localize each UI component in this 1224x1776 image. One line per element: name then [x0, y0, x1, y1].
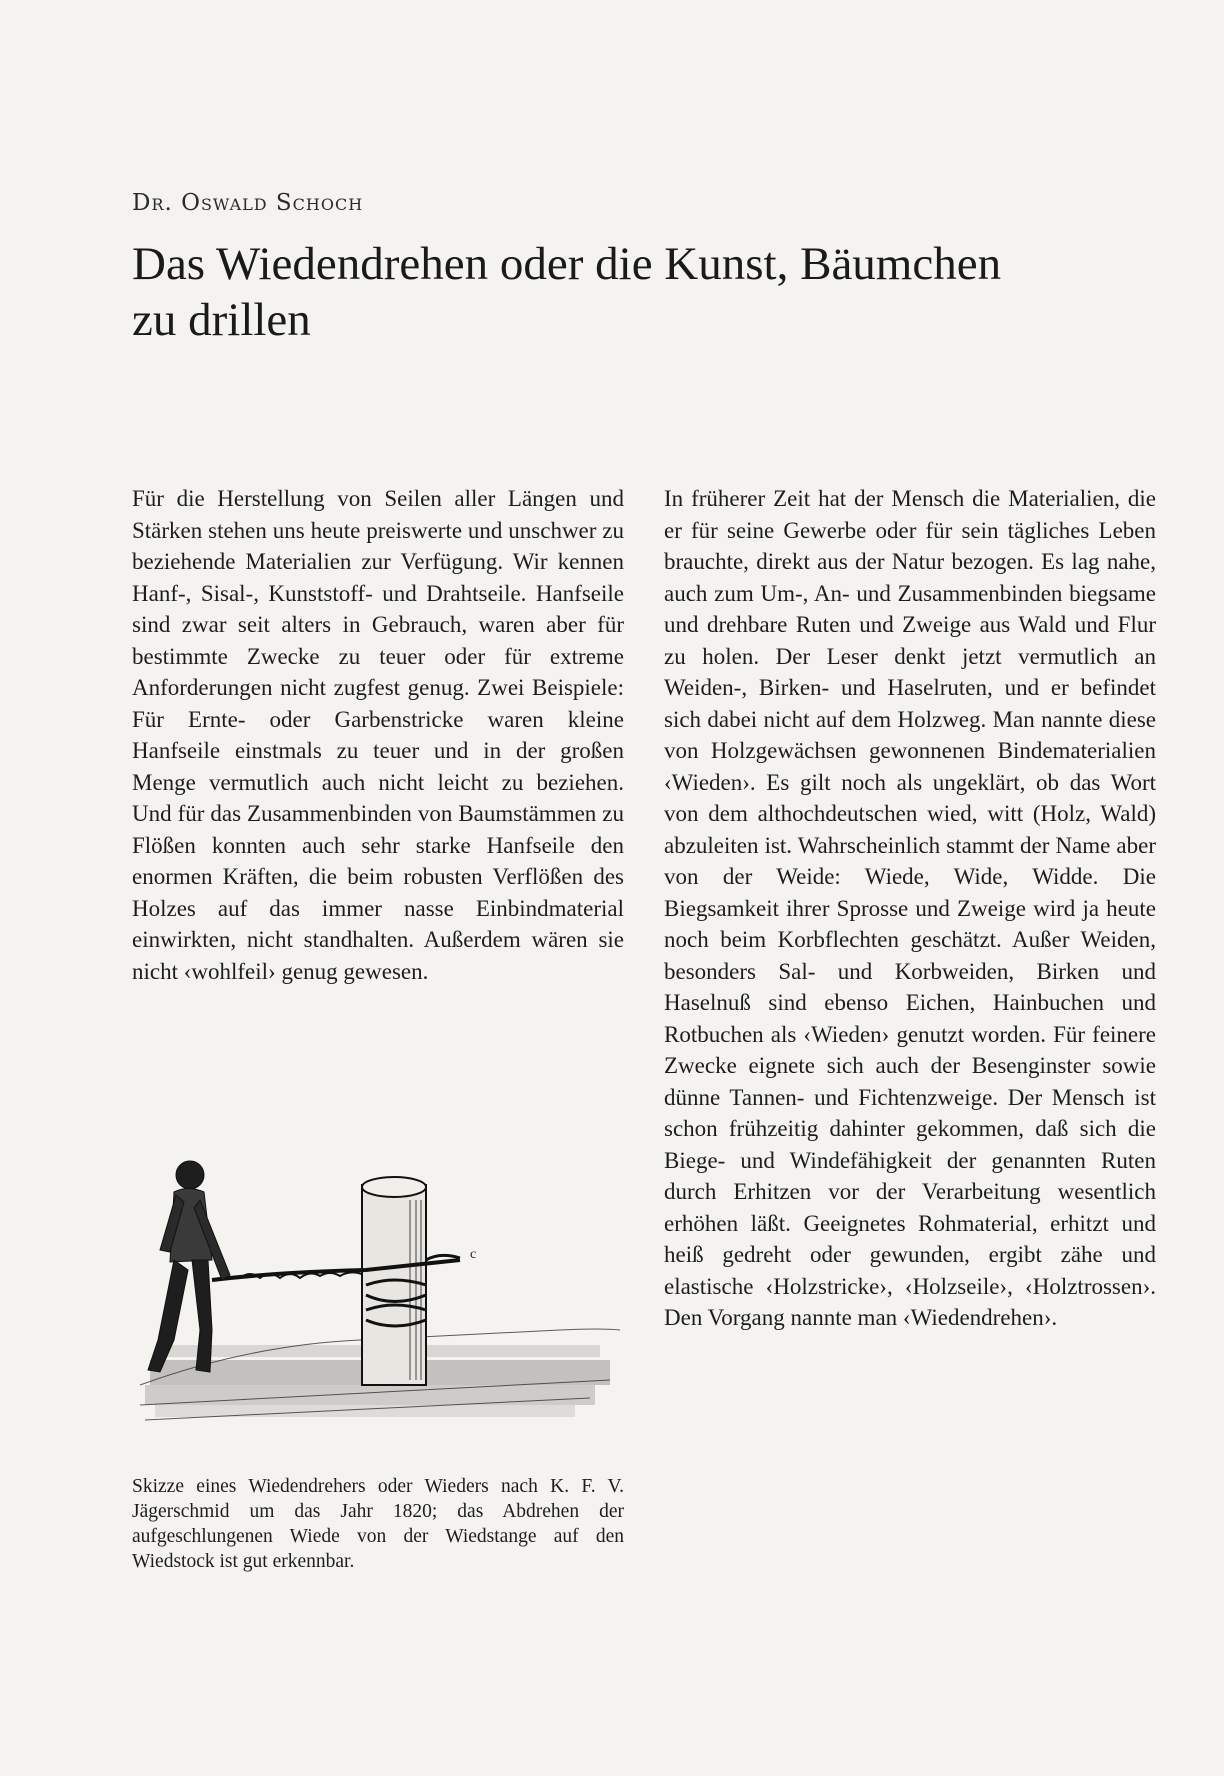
column-right — [664, 483, 1156, 1334]
engraving-illustration — [130, 1130, 630, 1470]
author-name: Dr. Oswald Schoch — [132, 190, 364, 216]
body-paragraph: In früherer Zeit hat der Mensch die Materialien, die er für seine Gewerbe oder für sein tägliches Leben brauchte, direkt aus der Natur bezogen. Es lag nahe, auch zum Um-, An- und Zusammenbinden biegsame und drehbare Ruten und Zweige aus Wald und Flur zu holen. Der Leser denkt jetzt vermutlich an Weiden-, Birken- und Haselruten, und er befindet sich dabei nicht auf dem Holzweg. Man nannte diese von Holzgewächsen gewonnenen Bindematerialien ‹Wieden›. Es gilt noch als ungeklärt, ob das Wort von dem althochdeutschen wied, witt (Holz, Wald) abzuleiten ist. Wahrscheinlich stammt der Name aber von der Weide: Wiede, Wide, Widde. Die Biegsamkeit ihrer Sprosse und Zweige wird ja heute noch beim Korbflechten geschätzt. Außer Weiden, besonders Sal- und Korbweiden, Birken und Haselnuß sind ebenso Eichen, Hainbuchen und Rotbuchen als ‹Wieden› genutzt worden. Für feinere Zwecke eignete sich auch der Besenginster sowie dünne Tannen- und Fichtenzweige. Der Mensch ist schon frühzeitig dahinter gekommen, daß sich die Biege- und Windefähigkeit der genannten Ruten durch Erhitzen vor der Verarbeitung wesentlich erhöhen läßt. Geeignetes Rohmaterial, erhitzt und heiß gedreht oder gewunden, ergibt zähe und elastische ‹Holzstricke›, ‹Holzseile›, ‹Holztrossen›. Den Vorgang nannte man ‹Wiedendrehen›. — [664, 486, 1156, 1330]
figure-caption — [132, 1474, 624, 1574]
caption-text: Skizze eines Wiedendrehers oder Wieders nach K. F. V. Jägerschmid um das Jahr 1820; das Abdrehen der aufgeschlungenen Wiede von der Wiedstange auf den Wiedstock ist gut erkennbar. — [132, 1476, 624, 1572]
column-left — [132, 483, 624, 987]
article-title: Das Wiedendrehen oder die Kunst, Bäumchen zu drillen — [132, 238, 1002, 346]
svg-text:c: c — [470, 1247, 477, 1262]
illustration-wiedendreher — [130, 1130, 630, 1470]
body-paragraph: Für die Herstellung von Seilen aller Längen und Stärken stehen uns heute preiswerte und unschwer zu beziehende Materialien zur Verfügung. Wir kennen Hanf-, Sisal-, Kunststoff- und Drahtseile. Hanfseile sind zwar seit alters in Gebrauch, waren aber für bestimmte Zwecke zu teuer oder für extreme Anforderungen nicht zugfest genug. Zwei Beispiele: Für Ernte- oder Garbenstricke waren kleine Hanfseile einstmals zu teuer und in der großen Menge vermutlich auch nicht leicht zu beziehen. Und für das Zusammenbinden von Baumstämmen zu Flößen konnten auch sehr starke Hanfseile den enormen Kräften, die beim robusten Verflößen des Holzes auf das immer nasse Einbindmaterial einwirkten, nicht standhalten. Außerdem wären sie nicht ‹wohlfeil› genug gewesen. — [132, 486, 624, 984]
